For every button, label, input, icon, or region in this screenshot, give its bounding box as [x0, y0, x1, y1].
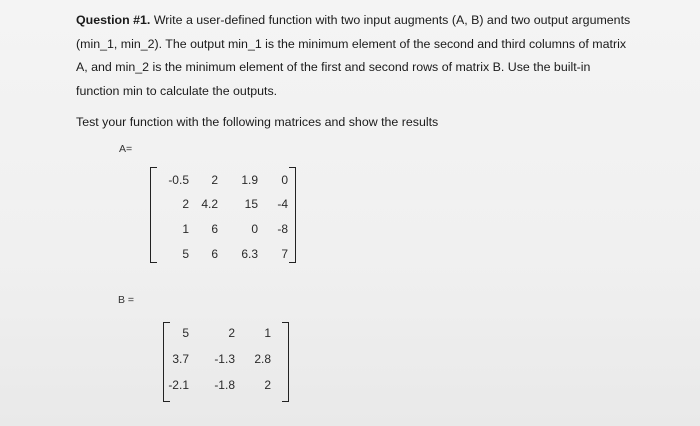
- matrix-a-right-bracket: [289, 167, 296, 263]
- instruction-text: Test your function with the following matrices and show the results: [76, 115, 439, 129]
- matrix-b-right-bracket: [282, 322, 289, 402]
- matrix-a-cell: 1: [182, 222, 189, 236]
- matrix-b-cell: 1: [264, 326, 271, 340]
- matrix-a-cell: 4.2: [201, 197, 218, 211]
- matrix-a-left-bracket: [150, 167, 157, 263]
- matrix-a: [150, 167, 296, 263]
- matrix-a-cell: 0: [281, 173, 288, 187]
- matrix-a-cell: -8: [277, 222, 288, 236]
- matrix-a-cell: 15: [244, 197, 258, 211]
- matrix-a-cell: 7: [281, 247, 288, 261]
- matrix-a-cell: -4: [277, 197, 288, 211]
- matrix-b-cell: 5: [182, 326, 189, 340]
- question-text: [76, 9, 636, 103]
- matrix-a-cell: 6.3: [241, 247, 258, 261]
- matrix-b-cell: -1.8: [214, 378, 235, 392]
- matrix-a-cell: 6: [211, 222, 218, 236]
- matrix-a-cell: 2: [182, 197, 189, 211]
- matrix-b-cell: 3.7: [172, 352, 189, 366]
- question-number: Question #1.: [76, 13, 151, 27]
- matrix-a-cell: -0.5: [168, 173, 189, 187]
- matrix-a-cell: 0: [251, 222, 258, 236]
- matrix-b-cell: 2.8: [254, 352, 271, 366]
- matrix-b-label: B =: [118, 294, 135, 306]
- matrix-b-cell: -2.1: [168, 378, 189, 392]
- matrix-a-cell: 2: [211, 173, 218, 187]
- matrix-a-cell: 6: [211, 247, 218, 261]
- question-body: Write a user-defined function with two input augments (A, B) and two output arguments (min_1, min_2). The output min_1 is the minimum element of the second and third columns of matrix A, and min_2 is the minimum element of the first and second rows of matrix B. Use the built-in function min to calculate the outputs.: [76, 13, 631, 98]
- matrix-b: [163, 322, 289, 402]
- matrix-a-cell: 1.9: [241, 173, 258, 187]
- matrix-b-cell: -1.3: [214, 352, 235, 366]
- matrix-b-cell: 2: [264, 378, 271, 392]
- matrix-b-cell: 2: [228, 326, 235, 340]
- matrix-a-cell: 5: [182, 247, 189, 261]
- matrix-a-label: A=: [119, 143, 133, 155]
